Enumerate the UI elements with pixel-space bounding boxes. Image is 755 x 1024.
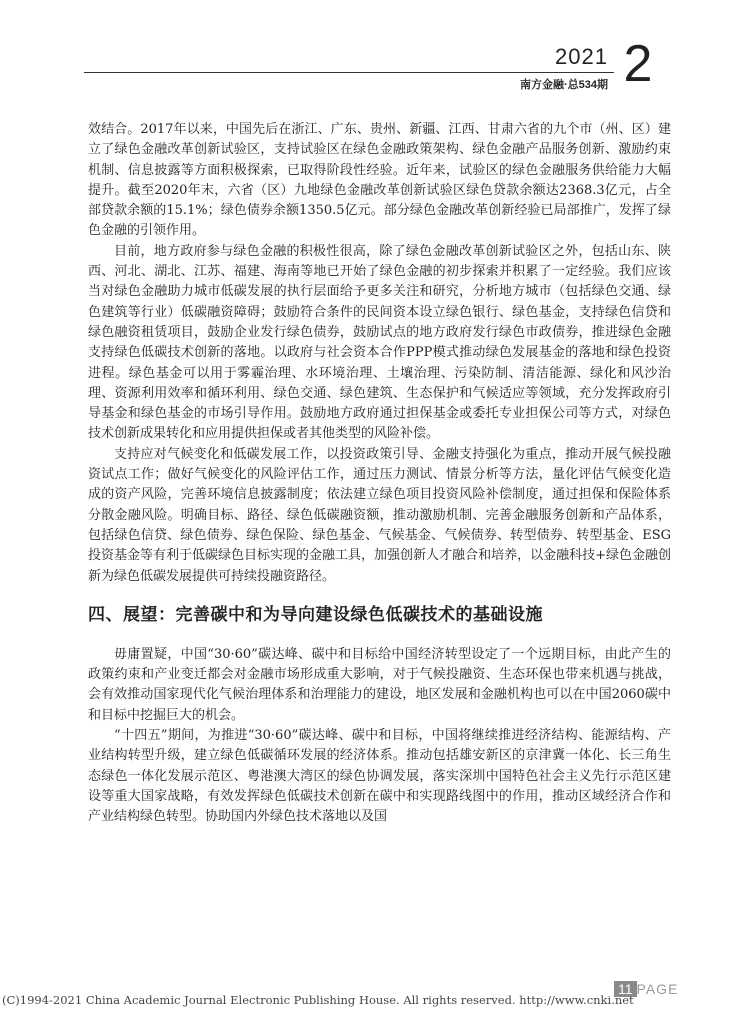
- copyright-notice: (C)1994-2021 China Academic Journal Electronic Publishing House. All rights reserved. http://www.cnki.net: [2, 993, 634, 1007]
- section-heading: 四、展望：完善碳中和为导向建设绿色低碳技术的基础设施: [88, 604, 543, 625]
- issue-big-number: 2: [623, 35, 653, 93]
- paragraph: 毋庸置疑，中国“30·60”碳达峰、碳中和目标给中国经济转型设定了一个远期目标，由此产生的政策约束和产业变迁都会对金融市场形成重大影响，对于气候投融资、生态环保也带来机遇与挑战，会有效推动国家现代化气候治理体系和治理能力的建设，地区发展和金融机构也可以在中国2060碳中和目标中挖掘巨大的机会。: [88, 646, 671, 723]
- article-body: [88, 120, 671, 828]
- page-label: PAGE: [636, 981, 679, 997]
- journal-year: 2021: [555, 44, 608, 69]
- header-rule: [84, 72, 614, 73]
- page-number: 11: [614, 981, 637, 997]
- paragraph: 效结合。2017年以来，中国先后在浙江、广东、贵州、新疆、江西、甘肃六省的九个市（州、区）建立了绿色金融改革创新试验区，支持试验区在绿色金融政策架构、绿色金融产品服务创新、激励约束机制、信息披露等方面积极探索，已取得阶段性经验。近年来，试验区的绿色金融服务供给能力大幅提升。截至2020年末，六省（区）九地绿色金融改革创新试验区绿色贷款余额达2368.3亿元，占全部贷款余额的15.1%；绿色债券余额1350.5亿元。部分绿色金融改革创新经验已局部推广，发挥了绿色金融的引领作用。: [88, 122, 671, 239]
- journal-issue: 南方金融·总534期: [519, 79, 608, 91]
- paragraph: “十四五”期间，为推进“30·60”碳达峰、碳中和目标，中国将继续推进经济结构、能源结构、产业结构转型升级，建立绿色低碳循环发展的经济体系。推动包括雄安新区的京津冀一体化、长三角生态绿色一体化发展示范区、粤港澳大湾区的绿色协调发展，落实深圳中国特色社会主义先行示范区建设等重大国家战略，有效发挥绿色低碳技术创新在碳中和实现路线图中的作用，推动区域经济合作和产业结构绿色转型。协助国内外绿色技术落地以及国: [88, 728, 671, 825]
- page-footer: [0, 981, 755, 1013]
- paragraph: 目前，地方政府参与绿色金融的积极性很高，除了绿色金融改革创新试验区之外，包括山东、陕西、河北、湖北、江苏、福建、海南等地已开始了绿色金融的初步探索并积累了一定经验。我们应该当对绿色金融助力城市低碳发展的执行层面给予更多关注和研究，分析地方城市（包括绿色交通、绿色建筑等行业）低碳融资障碍；鼓励符合条件的民间资本设立绿色银行、绿色基金，支持绿色信贷和绿色融资租赁项目，鼓励企业发行绿色债券，鼓励试点的地方政府发行绿色市政债券，推进绿色金融支持绿色低碳技术创新的落地。以政府与社会资本合作PPP模式推动绿色发展基金的落地和绿色投资进程。绿色基金可以用于雾霾治理、水环境治理、土壤治理、污染防制、清洁能源、绿化和风沙治理、资源利用效率和循环利用、绿色交通、绿色建筑、生态保护和气候适应等领域，充分发挥政府引导基金和绿色基金的市场引导作用。鼓励地方政府通过担保基金或委托专业担保公司等方式，对绿色技术创新成果转化和应用提供担保或者其他类型的风险补偿。: [88, 243, 671, 442]
- paragraph: 支持应对气候变化和低碳发展工作，以投资政策引导、金融支持强化为重点，推动开展气候投融资试点工作；做好气候变化的风险评估工作，通过压力测试、情景分析等方法，量化评估气候变化造成的资产风险，完善环境信息披露制度；依法建立绿色项目投资风险补偿制度，通过担保和保险体系分散金融风险。明确目标、路径、绿色低碳融资额，推动激励机制、完善金融服务创新和产品体系，包括绿色信贷、绿色债券、绿色保险、绿色基金、气候基金、气候债券、转型债券、转型基金、ESG投资基金等有利于低碳绿色目标实现的金融工具，加强创新人才融合和培养，以金融科技+绿色金融创新为绿色低碳发展提供可持续投融资路径。: [88, 446, 671, 584]
